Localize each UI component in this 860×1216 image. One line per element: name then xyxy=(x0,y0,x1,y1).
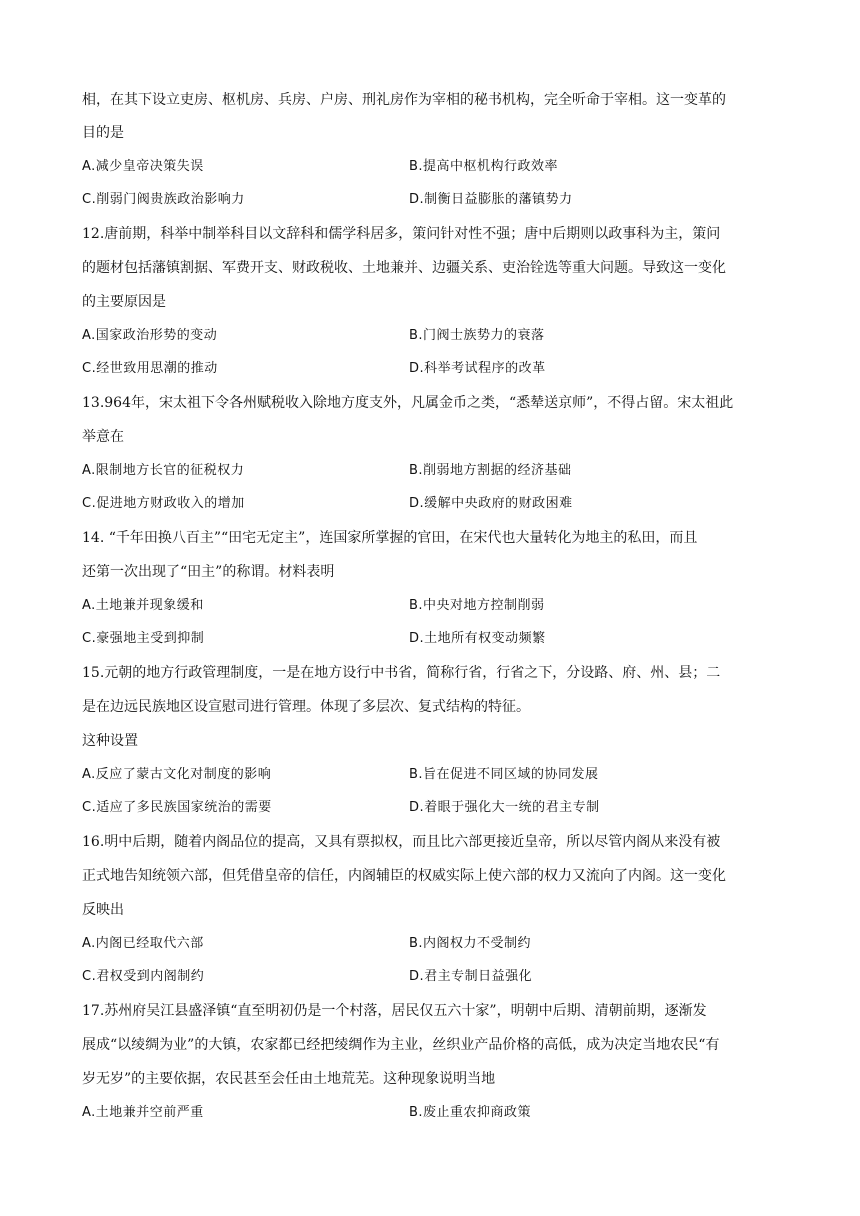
q12-option-b: B.门阀士族势力的衰落 xyxy=(409,328,545,343)
q17-option-a: A.土地兼并空前严重 xyxy=(82,1105,204,1120)
q14-option-c: C.豪强地主受到抑制 xyxy=(82,631,205,646)
q15-option-b: B.旨在促进不同区域的协同发展 xyxy=(409,767,599,782)
q14-option-a: A.土地兼并现象缓和 xyxy=(82,598,204,613)
q15-stem-line-2: 是在边远民族地区设宣慰司进行管理。体现了多层次、复式结构的特征。 xyxy=(82,699,530,715)
q13-option-d: D.缓解中央政府的财政困难 xyxy=(409,496,573,511)
q17-stem-line-2: 展成“以绫绸为业”的大镇，农家都已经把绫绸作为主业，丝织业产品价格的高低，成为决定当地农民“有 xyxy=(82,1037,720,1053)
q13-stem-line-2: 举意在 xyxy=(82,429,124,445)
q16-stem-line-3: 反映出 xyxy=(82,902,124,918)
q11-stem-line-1: 相，在其下设立吏房、枢机房、兵房、户房、刑礼房作为宰相的秘书机构，完全听命于宰相。这一变革的 xyxy=(82,92,726,108)
q13-stem-line-1: 13.964年，宋太祖下令各州赋税收入除地方度支外，凡属金币之类，“悉辇送京师”，不得占留。宋太祖此 xyxy=(82,395,734,411)
q17-option-b: B.废止重农抑商政策 xyxy=(409,1105,532,1120)
q16-stem-line-1: 16.明中后期，随着内阁品位的提高，又具有票拟权，而且比六部更接近皇帝，所以尽管内阁从来没有被 xyxy=(82,834,721,850)
q15-stem-line-1: 15.元朝的地方行政管理制度，一是在地方设行中书省，简称行省，行省之下，分设路、府、州、县；二 xyxy=(82,665,721,681)
q17-stem-line-1: 17.苏州府吴江县盛泽镇“直至明初仍是一个村落，居民仅五六十家”，明朝中后期、清朝前期，逐渐发 xyxy=(82,1003,707,1019)
q15-option-a: A.反应了蒙古文化对制度的影响 xyxy=(82,767,272,782)
q11-option-d: D.制衡日益膨胀的藩镇势力 xyxy=(409,192,573,207)
q12-stem-line-1: 12.唐前期，科举中制举科目以文辞科和儒学科居多，策问针对性不强；唐中后期则以政事科为主，策问 xyxy=(82,226,721,242)
q13-option-a: A.限制地方长官的征税权力 xyxy=(82,463,245,478)
q12-stem-line-3: 的主要原因是 xyxy=(82,294,166,310)
q16-option-c: C.君权受到内阁制约 xyxy=(82,969,205,984)
q13-option-b: B.削弱地方割据的经济基础 xyxy=(409,463,572,478)
q12-stem-line-2: 的题材包括藩镇割据、军费开支、财政税收、土地兼并、边疆关系、吏治铨选等重大问题。导致这一变化 xyxy=(82,260,726,276)
q16-option-d: D.君主专制日益强化 xyxy=(409,969,533,984)
q13-option-c: C.促进地方财政收入的增加 xyxy=(82,496,245,511)
q15-stem-line-3: 这种设置 xyxy=(82,733,138,749)
q14-option-d: D.土地所有权变动频繁 xyxy=(409,631,546,646)
q14-stem-line-2: 还第一次出现了“田主”的称谓。材料表明 xyxy=(82,564,335,580)
q16-stem-line-2: 正式地告知统领六部，但凭借皇帝的信任，内阁辅臣的权威实际上使六部的权力又流向了内阁。这一变化 xyxy=(82,868,726,884)
q11-option-b: B.提高中枢机构行政效率 xyxy=(409,159,559,174)
q14-stem-line-1: 14. “千年田换八百主”“田宅无定主”，连国家所掌握的官田，在宋代也大量转化为地主的私田，而且 xyxy=(82,530,698,546)
q11-stem-line-2: 目的是 xyxy=(82,125,124,141)
q17-stem-line-3: 岁无岁”的主要依据，农民甚至会任由土地荒芜。这种现象说明当地 xyxy=(82,1071,496,1087)
q11-option-c: C.削弱门阀贵族政治影响力 xyxy=(82,192,245,207)
q15-option-c: C.适应了多民族国家统治的需要 xyxy=(82,800,272,815)
q12-option-a: A.国家政治形势的变动 xyxy=(82,328,218,343)
q12-option-d: D.科举考试程序的改革 xyxy=(409,361,546,376)
q15-option-d: D.着眼于强化大一统的君主专制 xyxy=(409,800,600,815)
q14-option-b: B.中央对地方控制削弱 xyxy=(409,598,545,613)
q12-option-c: C.经世致用思潮的推动 xyxy=(82,361,218,376)
q16-option-a: A.内阁已经取代六部 xyxy=(82,936,204,951)
q11-option-a: A.减少皇帝决策失误 xyxy=(82,159,204,174)
q16-option-b: B.内阁权力不受制约 xyxy=(409,936,532,951)
